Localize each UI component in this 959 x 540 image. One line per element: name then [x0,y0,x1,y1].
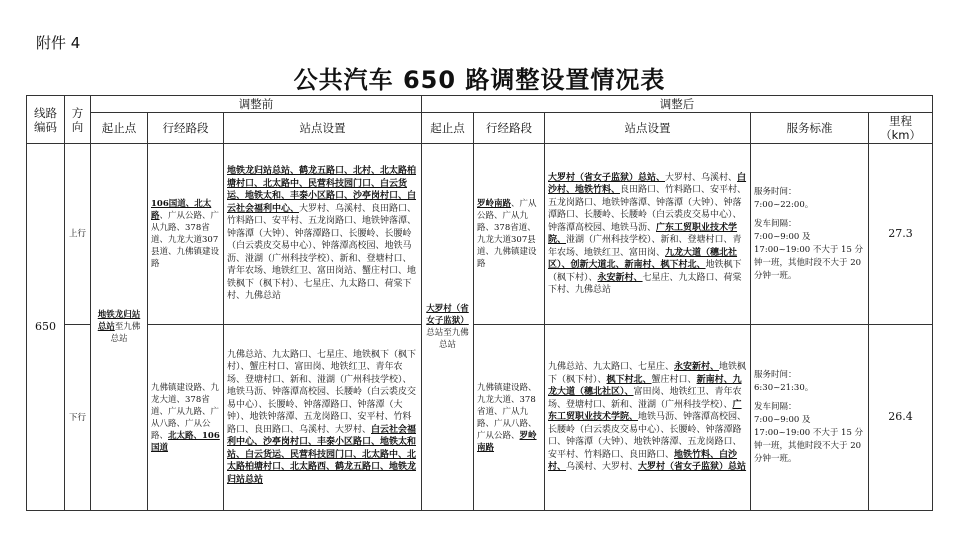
down-after-stops-mid5: 地铁马沥、钟落潭高校园、长腰岭（白云裘皮交易中心）、长腰岭、钟落潭路口、钟落潭（大钟）、地铁钟落潭、五龙岗路口、安平村、竹料路口、良田路口、 [548,412,747,460]
header-distance: 里程（km） [869,113,933,144]
down-after-stops-bold1: 永安新村、 [674,362,720,373]
down-after-route [474,325,545,511]
document-title: 公共汽车 650 路调整设置情况表 [293,66,666,94]
up-after-stops-mid1: 大罗村、乌溪村、 [665,172,738,183]
up-after-route [474,144,545,325]
down-before-route [148,325,224,511]
down-before-route-rest: 九佛镇建设路、九龙大道、378省道、广从九路、广从八路、广从公路、 [151,382,220,441]
up-after-stops-bold5: 永安新村、 [597,272,643,283]
down-before-stops-bold: 白云社会福利中心、沙亭岗村口、丰泰小区路口、地铁太和站、白云货运、民营科技园门口、北太路中、北太路柏塘村口、北太路西、鹤龙五路口、地铁龙归站总站 [227,424,417,485]
down-after-stops-mid6: 乌溪村、大罗村、 [566,462,639,473]
up-before-stops [224,144,422,325]
up-after-stops-mid3: 湴湖（广州科技学校）、新和、登塘村口、青年农场、地铁红卫、富田岗、 [548,235,742,258]
header-direction: 方向 [65,96,91,144]
up-after-stops-bold2: 白沙村、地铁竹料、 [548,172,747,195]
up-service [751,144,869,325]
down-before-route-bold: 北太路、106国道 [151,430,220,453]
line-code-cell: 650 [27,144,65,511]
down-service-interval: 7:00~9:00 及 17:00~19:00 不大于 15 分钟一班，其他时段不大于 20 分钟一班。 [754,415,864,464]
header-after-stops: 站点设置 [545,113,751,144]
before-origin-bold: 地铁龙归站总站 [97,310,141,332]
down-after-route-rest: 九佛镇建设路、九龙大道、378省道、广从九路、广从八路、广从公路、 [477,382,537,441]
up-after-stops-rest: 七星庄、九太路口、荷棠下村、九佛总站 [548,272,742,295]
header-after: 调整后 [422,96,933,113]
up-after-stops [545,144,751,325]
header-line-code: 线路编码 [27,96,65,144]
up-before-route-bold: 106国道、北太路 [151,199,212,221]
down-after-stops-bold3: 新南村、九龙大道（穗北社区）、 [548,374,742,398]
up-service-time-label: 服务时间： [754,186,797,197]
down-after-route-bold: 罗岭南路 [477,430,537,453]
up-after-stops-bold4: 九龙大道（穗北社区）、创新大道北、新南村、枫下村北、 [548,247,738,270]
down-after-stops-mid3: 蟹庄村口、 [651,374,697,385]
down-after-stops-mid4: 富田岗、地铁红卫、青年农场、登塘村口、新和、湴湖（广州科技学校）、 [548,387,742,410]
down-after-stops-bold4: 广东工贸职业技术学院、 [548,399,742,423]
up-after-route-rest: 、广从公路、广从九路、378省道、九龙大道307县道、九佛镇建设路 [477,199,537,269]
header-before-origin: 起止点 [91,113,148,144]
down-after-stops [545,325,751,511]
down-distance: 26.4 [869,325,933,511]
up-after-stops-mid2: 良田路口、竹料路口、安平村、五龙岗路口、地铁钟落潭、钟落潭（大钟）、钟落潭路口、长腰岭、长腰岭（白云裘皮交易中心）、钟落潭高校园、地铁马沥、 [548,185,747,233]
after-origin-bold: 大罗村（省女子监狱） [426,304,469,326]
up-after-route-bold: 罗岭南路 [477,199,512,209]
route-adjustment-table [26,95,933,511]
up-before-stops-rest: 大罗村、乌溪村、良田路口、竹料路口、安平村、五龙岗路口、地铁钟落潭、钟落潭（大钟）、钟落潭路口、长腰岭、长腰岭（白云裘皮交易中心）、钟落潭高校园、地铁马沥、湴湖（广州科技学校）、新和、登塘村口、青年农场、地铁红卫、富田岗站、蟹庄村口、地铁枫下（枫下村）、七星庄、九太路口、荷棠下村、九佛总站 [227,203,417,302]
up-before-stops-bold: 地铁龙归站总站、鹤龙五路口、北村、北太路柏塘村口、北太路中、民营科技园门口、白云货运、地铁太和、丰泰小区路口、沙亭岗村口、白云社会福利中心、 [227,166,417,214]
after-origin-rest: 总站至九佛总站 [426,328,469,350]
before-origin-rest: 至九佛总站 [110,322,141,344]
header-before: 调整前 [91,96,422,113]
up-after-stops-mid4: 地铁枫下（枫下村）、 [548,260,742,283]
header-service: 服务标准 [751,113,869,144]
down-direction: 下行 [65,325,91,511]
down-after-stops-mid1: 九佛总站、九太路口、七星庄、 [548,362,675,373]
before-origin [91,144,148,511]
header-before-stops: 站点设置 [224,113,422,144]
up-distance: 27.3 [869,144,933,325]
down-service-interval-label: 发车间隔： [754,402,797,412]
attachment-label: 附件 4 [36,34,81,52]
down-before-stops-rest: 九佛总站、九太路口、七星庄、地铁枫下（枫下村）、蟹庄村口、富田岗、地铁红卫、青年农场、登塘村口、新和、湴湖（广州科技学校）、地铁马沥、钟落潭高校园、长腰岭（白云裘皮交易中心）、长腰岭、钟落潭路口、钟落潭（大钟）、地铁钟落潭、五龙岗路口、安平村、竹料路口、良田路口、乌溪村、大罗村、 [227,349,417,435]
header-after-route: 行经路段 [474,113,545,144]
up-before-route-rest: 、广从公路、广从九路、378省道、九龙大道307县道、九佛镇建设路 [151,211,220,269]
down-service [751,325,869,511]
down-service-time: 6:30~21:30。 [754,383,814,393]
down-service-time-label: 服务时间： [754,370,797,380]
header-after-origin: 起止点 [422,113,474,144]
header-before-route: 行经路段 [148,113,224,144]
up-service-interval-label: 发车间隔： [754,218,797,229]
down-after-stops-mid2: 地铁枫下（枫下村）、 [548,362,747,385]
down-after-stops-bold5: 地铁竹料、白沙村、 [548,449,738,473]
up-service-interval: 7:00~9:00 及 17:00~19:00 不大于 15 分钟一班，其他时段不大于 20 分钟一班。 [754,231,864,281]
up-after-stops-bold3: 广东工贸职业技术学院、 [548,222,738,245]
down-before-stops [224,325,422,511]
up-before-route [148,144,224,325]
after-origin [422,144,474,511]
up-after-stops-bold1: 大罗村（省女子监狱）总站、 [548,172,666,183]
up-service-time: 7:00~22:00。 [754,199,814,210]
down-after-stops-bold6: 大罗村（省女子监狱）总站 [638,462,747,473]
up-direction: 上行 [65,144,91,325]
down-after-stops-bold2: 枫下村北、 [606,374,652,385]
